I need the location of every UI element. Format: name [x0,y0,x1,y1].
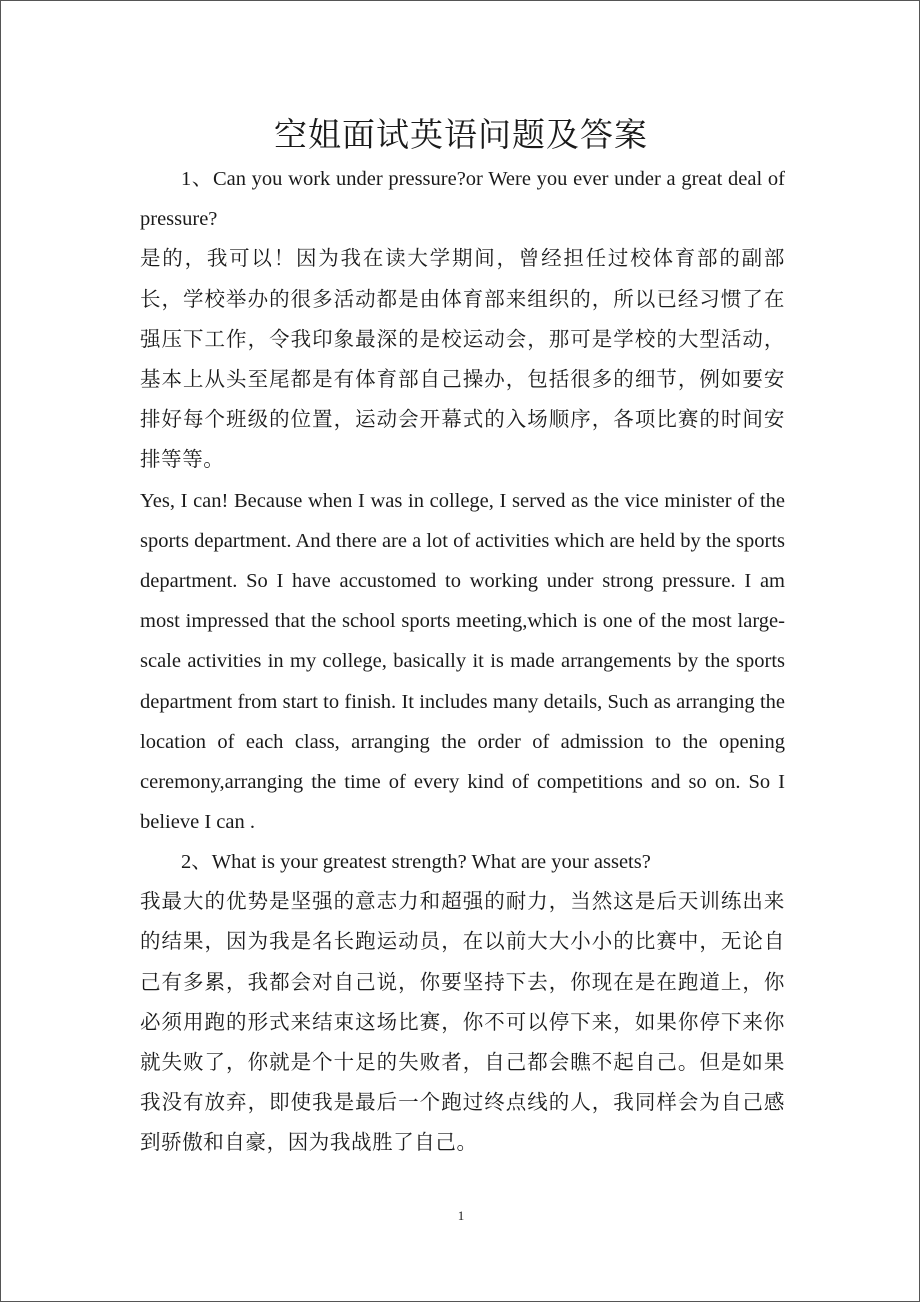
page-number: 1 [457,1208,465,1223]
q1-answer-english: Yes, I can! Because when I was in college, I served as the vice minister of the sports department. And there are a lot of activities which are held by the sports department. So I have accustomed to working under strong pressure. I am most impressed that the school sports meeting,which is one of the most large-scale activities in my college, basically it is made arrangements by the sports department from start to finish. It includes many details, Such as arranging the location of each class, arranging the order of admission to the opening ceremony,arranging the time of every kind of competitions and so on. So I believe I can . [140,489,785,834]
q2-section [140,842,785,1164]
q1-question: 1、Can you work under pressure?or Were you ever under a great deal of pressure? [140,168,785,231]
q1-answer-chinese: 是的，我可以！因为我在读大学期间，曾经担任过校体育部的副部长，学校举办的很多活动都是由体育部来组织的，所以已经习惯了在强压下工作，令我印象最深的是校运动会，那可是学校的大型活动，基本上从头至尾都是有体育部自己操办，包括很多的细节，例如要安排好每个班级的位置，运动会开幕式的入场顺序，各项比赛的时间安排等等。 [140,248,785,472]
q2-question: 2、What is your greatest strength? What are your assets? [181,851,651,873]
q2-answer-chinese: 我最大的优势是坚强的意志力和超强的耐力，当然这是后天训练出来的结果，因为我是名长跑运动员，在以前大大小小的比赛中，无论自己有多累，我都会对自己说，你要坚持下去，你现在是在跑道上，你必须用跑的形式来结束这场比赛，你不可以停下来，如果你停下来你就失败了，你就是个十足的失败者，自己都会瞧不起自己。但是如果我没有放弃，即使我是最后一个跑过终点线的人，我同样会为自己感到骄傲和自豪，因为我战胜了自己。 [140,891,785,1155]
document-title: 空姐面试英语问题及答案 [274,118,648,154]
q1-section [140,159,785,842]
